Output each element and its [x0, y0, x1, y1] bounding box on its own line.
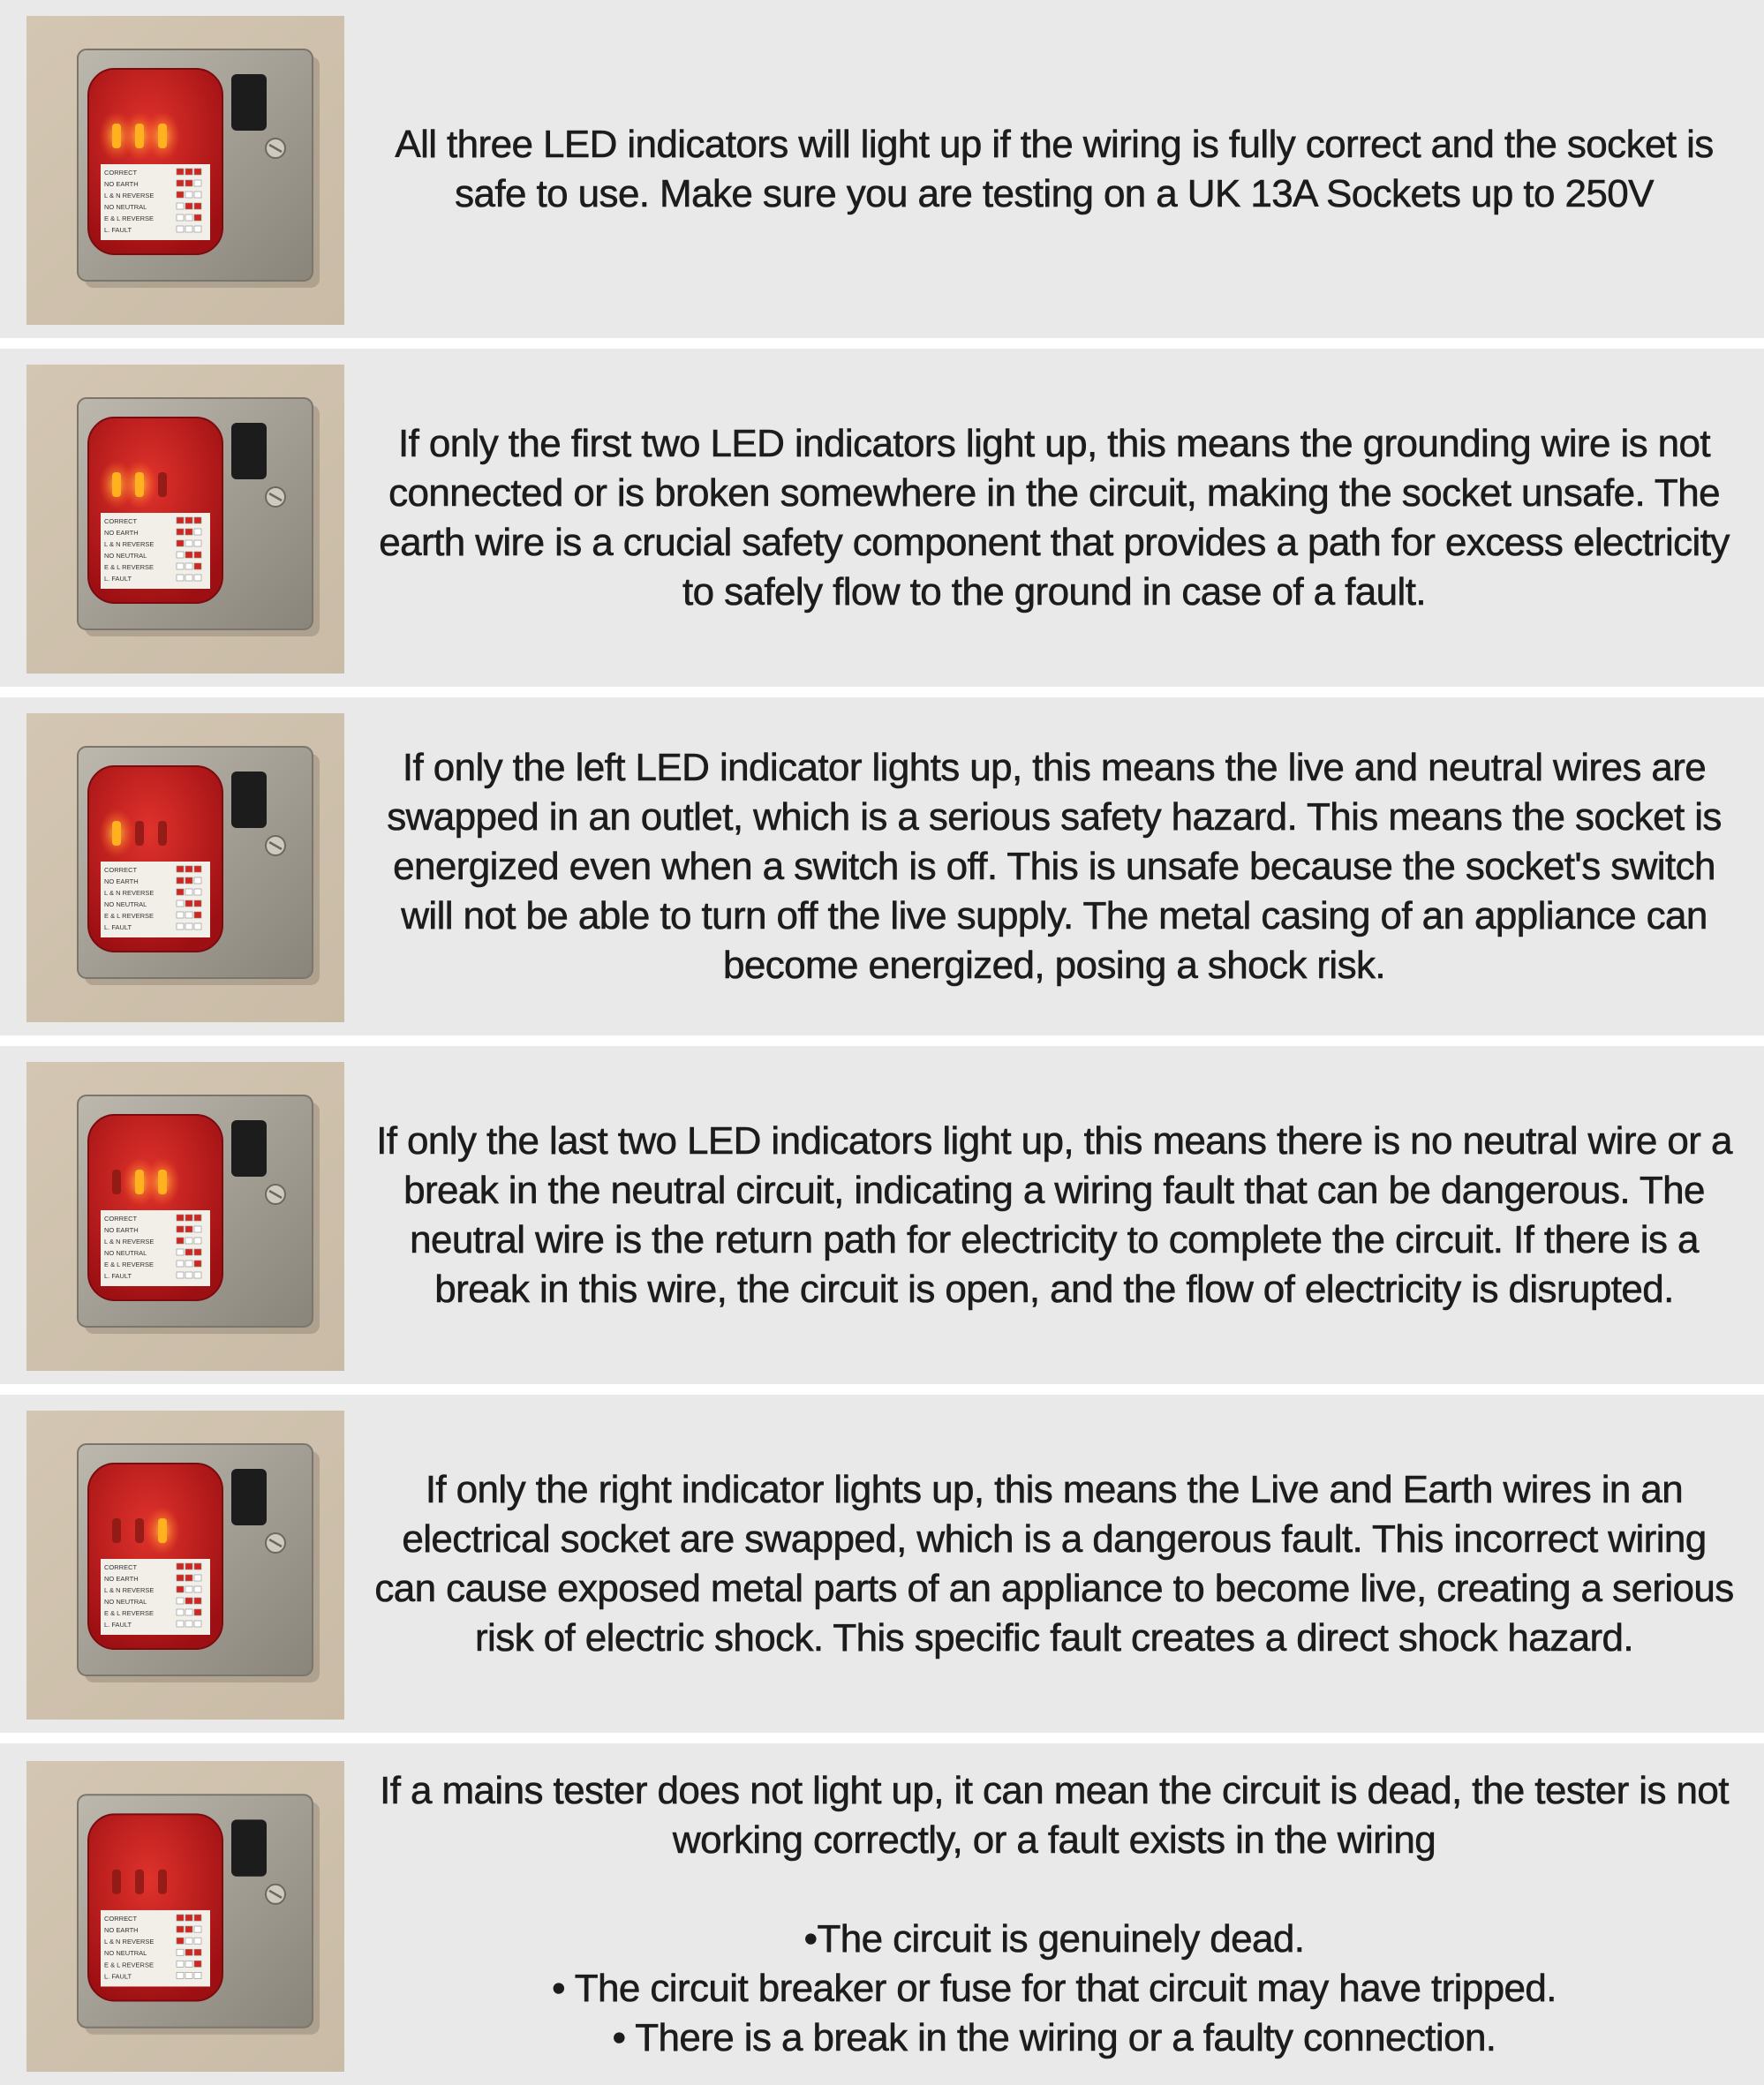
label-row-text: L & N REVERSE [104, 1238, 155, 1246]
label-indicator-square [185, 889, 192, 895]
label-indicator-square [185, 1949, 192, 1955]
label-indicator-square [194, 912, 201, 918]
label-indicator-square [194, 1575, 201, 1581]
label-indicator-square [185, 1961, 192, 1967]
label-indicator-square [177, 215, 184, 221]
label-row-text: E & L REVERSE [104, 215, 154, 222]
panel-earth-live-reverse [0, 1395, 1764, 1733]
socket-tester-illustration [26, 1411, 344, 1720]
tester-photo [26, 713, 344, 1022]
label-row-text: NO NEUTRAL [104, 1249, 147, 1257]
label-indicator-square [185, 877, 192, 884]
label-indicator-square [194, 169, 201, 175]
panel-text: If only the first two LED indicators light up, this means the grounding wire is not connected or is broken somewhere in the circuit, making the socket unsafe. The earth wire is a crucial safety component that provides a path for excess electricity to safely flow to the ground in case of a fault. [379, 421, 1730, 613]
led-on [158, 124, 167, 148]
label-indicator-square [194, 1226, 201, 1232]
label-indicator-square [185, 169, 192, 175]
label-row-text: L & N REVERSE [104, 540, 155, 548]
socket-switch [231, 423, 267, 479]
label-indicator-square [177, 575, 184, 581]
label-row-text: L & N REVERSE [104, 1938, 155, 1946]
label-indicator-square [177, 1575, 184, 1581]
tester-photo [26, 1761, 344, 2072]
led-on [135, 472, 144, 497]
label-indicator-square [177, 1238, 184, 1244]
label-indicator-square [185, 1238, 192, 1244]
label-indicator-square [194, 1926, 201, 1932]
label-indicator-square [177, 1915, 184, 1921]
label-indicator-square [194, 1586, 201, 1592]
label-indicator-square [177, 1972, 184, 1978]
label-indicator-square [185, 1938, 192, 1944]
label-row-text: CORRECT [104, 517, 138, 525]
label-row-text: CORRECT [104, 1915, 138, 1923]
label-row-text: NO NEUTRAL [104, 900, 147, 908]
label-indicator-square [194, 180, 201, 186]
label-indicator-square [177, 877, 184, 884]
label-indicator-square [177, 923, 184, 930]
label-indicator-square [177, 1586, 184, 1592]
label-indicator-square [194, 866, 201, 872]
label-indicator-square [177, 1621, 184, 1627]
label-indicator-square [194, 1215, 201, 1221]
label-indicator-square [177, 1938, 184, 1944]
label-row-text: E & L REVERSE [104, 563, 154, 571]
label-indicator-square [177, 889, 184, 895]
label-row-text: L. FAULT [104, 575, 132, 583]
label-indicator-square [194, 203, 201, 209]
led-off [158, 821, 167, 846]
label-indicator-square [177, 1226, 184, 1232]
label-indicator-square [177, 1609, 184, 1615]
label-indicator-square [194, 226, 201, 232]
label-indicator-square [177, 1598, 184, 1604]
panel-correct [0, 0, 1764, 338]
panel-text: All three LED indicators will light up if the wiring is fully correct and the socket is safe to use. Make sure you are testing on a UK 13A Sockets up to 250V [395, 122, 1714, 215]
panel-text: If only the left LED indicator lights up, this means the live and neutral wires are swapped in an outlet, which is a serious safety hazard. This means the socket is energized even when a switch is off. This is unsafe because the socket's switch will not be able to turn off the live supply. The metal casing of an appliance can become energized, posing a shock risk. [387, 745, 1722, 987]
label-indicator-square [194, 1238, 201, 1244]
label-indicator-square [177, 226, 184, 232]
label-indicator-square [177, 1926, 184, 1932]
label-indicator-square [177, 1961, 184, 1967]
led-on [158, 1518, 167, 1543]
label-indicator-square [185, 1215, 192, 1221]
cause-list [552, 1915, 1557, 2063]
label-indicator-square [185, 1586, 192, 1592]
label-indicator-square [185, 517, 192, 523]
label-indicator-square [194, 1915, 201, 1921]
label-indicator-square [185, 180, 192, 186]
label-indicator-square [194, 552, 201, 558]
label-indicator-square [194, 1961, 201, 1967]
led-off [112, 1518, 121, 1543]
label-indicator-square [194, 1938, 201, 1944]
socket-tester-illustration [26, 713, 344, 1022]
label-indicator-square [177, 192, 184, 198]
led-off [158, 472, 167, 497]
label-row-text: NO NEUTRAL [104, 1949, 147, 1958]
socket-switch [231, 1819, 267, 1876]
socket-tester-illustration [26, 16, 344, 325]
label-indicator-square [185, 1563, 192, 1569]
label-indicator-square [185, 1575, 192, 1581]
led-on [135, 1170, 144, 1194]
panel-no-earth [0, 349, 1764, 687]
label-row-text: L & N REVERSE [104, 192, 155, 199]
tester-photo [26, 1411, 344, 1720]
label-indicator-square [194, 900, 201, 907]
label-row-text: E & L REVERSE [104, 1261, 154, 1268]
label-indicator-square [177, 1563, 184, 1569]
label-row-text: NO EARTH [104, 180, 139, 188]
label-indicator-square [177, 912, 184, 918]
label-row-text: NO NEUTRAL [104, 203, 147, 211]
label-indicator-square [185, 1261, 192, 1267]
tester-photo [26, 365, 344, 674]
label-indicator-square [177, 1272, 184, 1278]
label-indicator-square [177, 1261, 184, 1267]
label-indicator-square [194, 1261, 201, 1267]
label-indicator-square [194, 1949, 201, 1955]
label-row-text: E & L REVERSE [104, 912, 154, 920]
label-row-text: L. FAULT [104, 1621, 132, 1629]
label-indicator-square [185, 215, 192, 221]
cause-item: • There is a break in the wiring or a faulty connection. [612, 2015, 1496, 2059]
panel-text: If a mains tester does not light up, it can mean the circuit is dead, the tester is not working correctly, or a fault exists in the wiring [380, 1768, 1729, 1862]
label-indicator-square [194, 1249, 201, 1255]
socket-tester-illustration [26, 1761, 344, 2072]
label-indicator-square [185, 1609, 192, 1615]
label-row-text: L & N REVERSE [104, 1586, 155, 1594]
label-indicator-square [177, 180, 184, 186]
label-indicator-square [194, 192, 201, 198]
led-off [112, 1870, 121, 1894]
label-indicator-square [194, 1972, 201, 1978]
label-row-text: NO NEUTRAL [104, 552, 147, 560]
label-indicator-square [185, 226, 192, 232]
led-off [158, 1870, 167, 1894]
label-indicator-square [194, 517, 201, 523]
label-indicator-square [177, 1215, 184, 1221]
panel-text: If only the last two LED indicators light up, this means there is no neutral wire or a break in the neutral circuit, indicating a wiring fault that can be dangerous. The neutral wire is the return path for electricity to complete the circuit. If there is a break in this wire, the circuit is open, and the flow of electricity is disrupted. [376, 1118, 1732, 1311]
label-indicator-square [194, 877, 201, 884]
label-indicator-square [185, 1598, 192, 1604]
label-indicator-square [185, 900, 192, 907]
panel-no-neutral [0, 1046, 1764, 1384]
label-row-text: CORRECT [104, 1215, 138, 1223]
label-row-text: NO EARTH [104, 877, 139, 885]
label-indicator-square [185, 563, 192, 569]
socket-switch [231, 1469, 267, 1525]
label-row-text: CORRECT [104, 866, 138, 874]
label-indicator-square [177, 517, 184, 523]
label-indicator-square [185, 552, 192, 558]
led-on [158, 1170, 167, 1194]
led-off [135, 821, 144, 846]
label-row-text: NO EARTH [104, 1226, 139, 1234]
led-on [112, 821, 121, 846]
cause-item: • The circuit breaker or fuse for that circuit may have tripped. [552, 1966, 1557, 2010]
led-on [112, 124, 121, 148]
label-indicator-square [177, 169, 184, 175]
label-row-text: E & L REVERSE [104, 1609, 154, 1617]
label-indicator-square [177, 203, 184, 209]
label-indicator-square [185, 1249, 192, 1255]
label-indicator-square [194, 529, 201, 535]
label-row-text: L. FAULT [104, 1272, 132, 1280]
led-off [135, 1870, 144, 1894]
label-row-text: L. FAULT [104, 923, 132, 931]
label-row-text: NO EARTH [104, 1575, 139, 1583]
label-indicator-square [194, 563, 201, 569]
label-indicator-square [185, 1621, 192, 1627]
label-indicator-square [185, 203, 192, 209]
label-indicator-square [177, 1949, 184, 1955]
label-indicator-square [185, 529, 192, 535]
label-indicator-square [177, 529, 184, 535]
label-indicator-square [194, 215, 201, 221]
label-row-text: L & N REVERSE [104, 889, 155, 897]
label-indicator-square [194, 1272, 201, 1278]
label-indicator-square [185, 923, 192, 930]
label-indicator-square [194, 1598, 201, 1604]
panel-text: If only the right indicator lights up, this means the Live and Earth wires in an electrical socket are swapped, which is a dangerous fault. This incorrect wiring can cause exposed metal parts of an appliance to become live, creating a serious risk of electric shock. This specific fault creates a direct shock hazard. [374, 1467, 1734, 1660]
label-row-text: NO EARTH [104, 529, 139, 537]
panel-live-neutral-reverse [0, 697, 1764, 1035]
socket-tester-illustration [26, 1062, 344, 1371]
socket-switch [231, 1120, 267, 1177]
label-indicator-square [185, 912, 192, 918]
led-on [135, 124, 144, 148]
label-row-text: L. FAULT [104, 1972, 132, 1981]
label-indicator-square [177, 563, 184, 569]
panel-no-lights [0, 1743, 1764, 2085]
socket-switch [231, 74, 267, 131]
label-row-text: L. FAULT [104, 226, 132, 234]
tester-photo [26, 1062, 344, 1371]
label-indicator-square [177, 540, 184, 546]
label-indicator-square [185, 1915, 192, 1921]
label-row-text: NO NEUTRAL [104, 1598, 147, 1606]
label-indicator-square [185, 1272, 192, 1278]
label-indicator-square [194, 889, 201, 895]
tester-photo [26, 16, 344, 325]
label-indicator-square [177, 552, 184, 558]
cause-item: •The circuit is genuinely dead. [803, 1916, 1305, 1961]
label-indicator-square [194, 540, 201, 546]
label-indicator-square [185, 575, 192, 581]
led-off [135, 1518, 144, 1543]
label-row-text: CORRECT [104, 1563, 138, 1571]
led-on [112, 472, 121, 497]
label-indicator-square [194, 923, 201, 930]
label-row-text: E & L REVERSE [104, 1961, 154, 1969]
label-row-text: CORRECT [104, 169, 138, 177]
label-indicator-square [194, 1609, 201, 1615]
label-indicator-square [185, 1226, 192, 1232]
label-indicator-square [194, 1621, 201, 1627]
label-indicator-square [177, 866, 184, 872]
label-row-text: NO EARTH [104, 1926, 139, 1935]
led-off [112, 1170, 121, 1194]
label-indicator-square [185, 1972, 192, 1978]
label-indicator-square [185, 1926, 192, 1932]
label-indicator-square [194, 575, 201, 581]
label-indicator-square [194, 1563, 201, 1569]
socket-tester-illustration [26, 365, 344, 674]
label-indicator-square [185, 540, 192, 546]
label-indicator-square [185, 192, 192, 198]
socket-switch [231, 772, 267, 828]
label-indicator-square [185, 866, 192, 872]
label-indicator-square [177, 900, 184, 907]
label-indicator-square [177, 1249, 184, 1255]
